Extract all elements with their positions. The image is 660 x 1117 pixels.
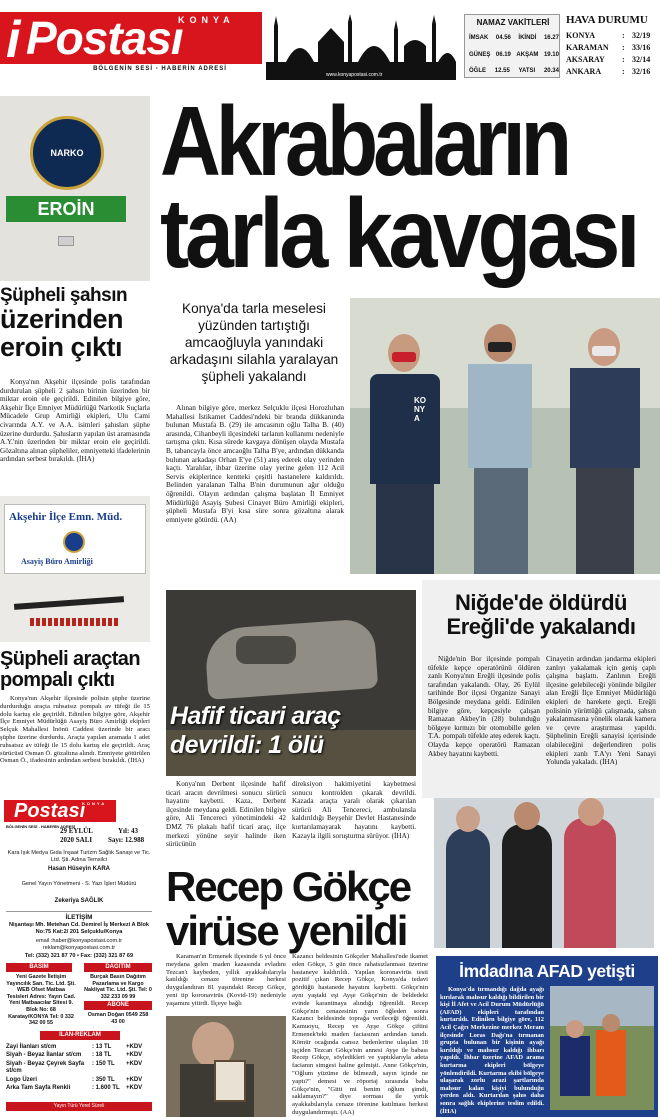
imprint-logo-text: Postası — [14, 800, 86, 822]
prayer-row: GÜNEŞ 06.19 AKŞAM 19.10 — [469, 52, 559, 58]
narko-logo-text: NARKO — [50, 148, 84, 158]
crash-headline: Hafif ticari araç devrildi: 1 ölü — [170, 702, 341, 759]
masthead-slogan: BÖLGENİN SESİ - HABERİN ADRESİ — [93, 66, 227, 72]
recep-photo — [166, 1016, 286, 1117]
weather-row: KONYA : 32/19 — [566, 31, 651, 40]
nigde-headline: Niğde'de öldürdü Ereğli'de yakalandı — [446, 590, 636, 639]
weather-row: AKSARAY : 32/14 — [566, 55, 651, 64]
issue-year: Yıl: 43 — [118, 827, 139, 835]
weather-row: KARAMAN : 33/16 — [566, 43, 651, 52]
imprint-logo-city: KONYA — [82, 801, 107, 806]
police-banner — [4, 504, 146, 574]
lead-headline — [160, 86, 660, 288]
logo-city: KONYA — [178, 15, 235, 25]
eroin-photo — [0, 96, 150, 281]
recep-headline: Recep Gökçe virüse yenildi — [166, 863, 411, 954]
abone-title: ABONE — [84, 1001, 152, 1010]
lead-headline-line-1: Akrabaların — [160, 86, 567, 196]
owner-company: Kara Işık Medya Gıda İnşaat Turizm Sağlık Sanayi ve Tic. Ltd. Şti. Adına Temsilci — [7, 850, 151, 863]
basim-text: Yeni Gazete İletişim Yayıncılık San. Tic. Ltd. Şti. WEB Ofset Matbaa Tesisleri Adres: Yayın Cad. Yeni Matbaacılar Sitesi 9. Blok No: 68 Karatay/KONYA Tel: 0 332 342 00 55 — [6, 974, 76, 1027]
evidence-bag-icon — [58, 236, 74, 246]
contact-phone: Tel: (332) 321 87 70 • Fax: (332) 321 87 69 — [24, 953, 134, 959]
crash-body-col1: Konya'nın Derbent ilçesinde hafif ticari aracın devrilmesi sonucu sürücü hayatını kaybetti. Kaza, Derbent ilçesinde meydana geldi. Edinilen bilgiye göre, Ali Tencereci yönetimindeki 42 DMZ 76 plakalı hafif ticari araç, ilçe merkezi yönüne seyir halinde iken sürücünün — [166, 780, 286, 849]
afad-photo — [550, 986, 654, 1110]
pompali-headline: Şüpheli araçtan pompalı çıktı — [0, 648, 140, 691]
issue-day: 2020 SALI — [60, 836, 93, 844]
lead-photo — [350, 298, 660, 574]
nigde-body-col1: Niğde'nin Bor ilçesinde pompalı tüfekle kepçe operatörünü öldüren zanlı Konya'nın Ereğli ilçesinde polis tarafından yakalandı. Olay, 26 Eylül tarihinde Bor ilçesi Organize Sanayi Bölgesinde meydana geldi. Edinilen bilgiye göre, kepçesiyle çalışan Ramazan Akbey'in (28) bulunduğu bölgeye kırmızı bir otomobille gelen T.A. pompalı tüfekle ateş ederek kaçtı. Olayda kepçe operatörü Ramazan Akbey hayatını kaybetti. — [428, 655, 540, 758]
ilan-table — [6, 1044, 154, 1092]
logo-title: Postası — [26, 12, 183, 64]
vest-label: KONYA — [414, 396, 426, 423]
shotgun-icon — [14, 596, 124, 610]
city-skyline-image — [266, 12, 456, 80]
weather-title: HAVA DURUMU — [566, 14, 648, 26]
framed-portrait — [214, 1060, 246, 1102]
imprint-footer: Yayın Türü Yerel Süreli — [6, 1102, 152, 1111]
afad-body: Konya'da tırmandığı dağda ayağı kırılarak mahsur kaldığı bildirilen bir kişi İl Afet ve Acil Durum Müdürlüğü (AFAD) ekipleri tarafından kurtarıldı. Edinilen bilgiye göre, 112 Acil Çağrı Merkezine merkez Meram ilçesinde Loras Dağı'na tırmanan grupta bulunan bir kişinin ayağı kırıldığı ve mahsur kaldığı ihbarı yapıldı. İhbar üzerine AFAD arama kurtarma ekipleri bölgeye yönlendirildi. Kurtarma ekibi bölgeye ulaşarak zorlu arazi şartlarında mahsur kalan kişiyi bulunduğu yerden aldı. Kurtarılan şahıs daha sonra sağlık ekiplerine teslim edildi. (İHA) — [440, 986, 544, 1114]
issue-number: Sayı: 12.988 — [108, 836, 145, 844]
contact-address: Nişantaşı Mh. Metehan Cd. Demirel İş Merkezi A Blok No:75 Kat:2/ 201 Selçuklu/Konya — [8, 922, 150, 935]
banner-line-1: Akşehir İlçe Emn. Müd. — [9, 511, 123, 523]
weather-box — [564, 14, 658, 78]
narko-logo — [30, 116, 104, 190]
table-row: Zayi İlanları st/cm : 13 TL +KDV — [6, 1044, 143, 1050]
lead-headline-line-2: tarla kavgası — [160, 178, 636, 288]
eroin-label: EROİN — [6, 196, 126, 222]
pompali-body: Konya'nın Akşehir ilçesinde polisin şüphe üzerine durdurduğu araçta ruhsatsız pompalı av tüfeği ile 15 dolu kartuş ele geçirildi. Edinilen bilgiye göre, Akşehir İlçe Emniyet Müdürlüğü Asayiş Büro Amirliği ekipleri Selçuk Mahallesi İnönü Caddesi üzerinde bir aracı şüphe üzerine durdurdu. Araçta yapılan aramada 1 adet ruhsatsız av tüfeği ile 15 dolu kartuş ele geçirildi. Araç sürücüsü Osman Ö. gözaltına alındı. Emniyete götürülen Osman Ö., ifadesinin ardından serbest bırakıldı. (İHA) — [0, 695, 150, 765]
afad-headline: İmdadına AFAD yetişti — [459, 961, 635, 981]
lead-body: Alınan bilgiye göre, merkez Selçuklu ilçesi Horozluhan Mahallesi İstikamet Caddesi'ndeki bir branda dükkanında bulunan Mustafa B. (29) ile amcasının oğlu Talha B. (40) arasında, Cihanbeyli ilçesindeki tarlanın kullanımı nedeniyle tartışma çıktı. Kısa sürede kavgaya dönüşen olayda Mustafa B, tabancayla önce amcaoğlu Talha B'ye, ardından dükkanda bulunan arkadaşı Orhan E'ye (51) ateş ederek olay yerinden kaçtı. Yaralılar, ihbar üzerine olay yerine gelen 112 Acil Servis ekiplerince kentteki çeşitli hastanelere kaldırıldı. Belinden yaralanan Talha B'nin durumunun ağır olduğu öğrenildi. Olayın ardından çalışma başlatan İl Emniyet Müdürlüğü Asayiş Şubesi Cinayet Büro Amirliği ekipleri, şüpheli Mustafa B'yi kısa süre sonra gözaltına alarak emniyete götürdü. (AA) — [166, 404, 344, 524]
owner-name: Hasan Hüseyin KARA — [47, 866, 110, 872]
logo-i: i — [6, 11, 21, 69]
nigde-body-col2: Cinayetin ardından jandarma ekipleri zanlıyı yakalamak için geniş çaplı çalışma başlattı. Zanlının Ereğli ilçesine gelebileceği yönünde bilgiler alan Ereğli İlçe Emniyet Müdürlüğü ekipleri de harekete geçti. Ereğli polisinin yürüttüğü çalışmada, şahsın yakalanmasına yönelik olarak kamera ve çevre araştırması yapıldı. Şüphelinin Ereğli sanayisi içerisinde olabileceğini değerlendiren polis ekipleri zanlı T.A'yı Yeni Sanayi Yolunda yakaladı. (İHA) — [546, 655, 656, 767]
editor-title: Genel Yayın Yönetmeni - S. Yazı İşleri Müdürü — [21, 881, 137, 887]
dagitim-title: DAĞITIM — [84, 963, 152, 972]
contact-email-ads[interactable]: reklam@konyapostasi.com.tr — [42, 945, 116, 951]
recep-body-col2: Kazancı beldesinin Gökçeler Mahallesi'nde ikamet eden Gökçe, 3 gün önce rahatsızlanması üzerine hastaneye kaldırıldı. Yapılan koronavirüs testi pozitif çıkan Recep Gökçe, Konya'da tedavi gördüğü hastanede hayatını kaybetti. Gökçe'nin aynı yaştaki eşi Ayşe Gökçe'nin de beldedeki evinde karantinaya alındığı öğrenildi. Recep Gökçe'nin cenazesinin yarın öğleden sonra Kazancı beldesinde toprağa verileceği öğrenildi. Kamuoyu, Recep ve Ayşe Gökçe çiftini Ermenek'teki maden faciasının ardından tanıdı. Kömür ocağında cansız bedenlerine ulaşılan 18 işçiden Tezcan Gökçe'nin annesi Ayşe ile babası Recep Gökçe, söyledikleri ve yaptıklarıyla adeta facianın simgesi haline gelmişti. Anne Gökçe'nin, "Oğlum yüzüme de bilmezdi, sayın içinde ne yaptı?" demesi ve röportaj sırasında baba Gökçe'nin, "Gitti mi benim oğlum şimdi, saklamayın?" diye sorması ile yırtık ayakkabılarıyla cenaze törenine katılması herkesi duygulandırmıştı. (AA) — [292, 953, 428, 1116]
nigde-photo — [434, 798, 654, 948]
police-emblem-icon — [63, 531, 85, 553]
table-row: Arka Tam Sayfa Renkli : 1.600 TL +KDV — [6, 1085, 143, 1092]
suspect — [460, 324, 540, 574]
table-row: Logo Üzeri : 350 TL +KDV — [6, 1076, 143, 1083]
ilan-title: İLAN-REKLAM — [40, 1031, 120, 1040]
dagitim-text: Burçak Basın Dağıtım Pazarlama ve Kargo Nakliyat Tic. Ltd. Şti. Tel: 0 332 233 09 99 — [84, 974, 152, 1000]
imprint-slogan: BÖLGENİN SESİ - HABERİN ADRESİ — [6, 824, 76, 829]
officer-1 — [364, 334, 442, 574]
crash-body-col2: direksiyon hakimiyetini kaybetmesi sonucu kontrolden çıkarak devrildi. Kazada araçta yaralı olarak çıkarılan sürücü Ali Tencereci, ambulansla kaldırıldığı Beyşehir Devlet Hastanesinde kurtarılamayarak hayatını kaybetti. Kazayla ilgili soruşturma sürüyor. (İHA) — [292, 780, 416, 840]
officer-2 — [564, 328, 644, 574]
contact-email[interactable]: email :haber@konyapostasi.com.tr — [35, 938, 123, 944]
table-row: Siyah - Beyaz İlanlar st/cm : 18 TL +KDV — [6, 1052, 143, 1059]
weather-row: ANKARA : 32/16 — [566, 67, 651, 76]
issue-date: 29 EYLÜL — [60, 827, 93, 835]
imprint-box — [0, 798, 158, 1117]
basim-title: BASIM — [6, 963, 72, 972]
prayer-row: İMSAK 04.56 İKİNDİ 16.27 — [469, 35, 559, 41]
editor-name: Zekeriya SAĞLIK — [54, 898, 104, 904]
prayer-title: NAMAZ VAKİTLERİ — [476, 18, 550, 27]
pompali-photo — [0, 496, 150, 642]
eroin-headline: Şüpheli şahsın üzerinden eroin çıktı — [0, 285, 128, 362]
prayer-times-box — [464, 14, 560, 78]
recep-body-col1: Karaman'ın Ermenek ilçesinde 6 yıl önce meydana gelen maden kazasında evladını Tezcan'ı kaybeden, yıllık ayakkabılarıyla katıldığı cenaze törenine herkesi duygulandıran 81 yaşındaki Recep Gökçe, yeni tip koronavirüs (Kovid-19) nedeniyle yaşamını yitirdi. İlçeye bağlı — [166, 953, 286, 1007]
table-row: Siyah - Beyaz Çeyrek Sayfa st/cm : 150 TL +KDV — [6, 1060, 143, 1075]
abone-text: Osman Doğan 0549 258 43 00 — [87, 1012, 149, 1025]
eroin-body: Konya'nın Akşehir ilçesinde polis tarafından durdurulan şüpheli 2 şahsın birinin üzerinden bir miktar eroin ele geçirildi. Edinilen bilgiye göre, Akşehir İlçe Emniyet Müdürlüğü Narkotik Suçlarla Mücadele Grup Amirliği ekipleri, Ulu Cami civarında A.Y. ve A.A. isimleri şahısları şüphe üzerine durdurdu. Şahısların yapılan üst aramasında A.Y.'nin üzerinden bir miktar eroin ele geçirildi. Gözaltına alınan şüpheliler, emniyetteki ifadelerinin ardından serbest bırakıldı. (İHA) — [0, 378, 150, 464]
prayer-row: ÖĞLE 12.55 YATSI 20.34 — [469, 68, 559, 74]
lead-subhead: Konya'da tarla meselesi yüzünden tartıştığı amcaoğluyla yanındaki arkadaşını silahla yaralayan şüpheli yakalandı — [169, 301, 339, 384]
contact-title: İLETİŞİM — [6, 911, 152, 921]
cartridges-icon — [30, 618, 120, 626]
site-url[interactable]: www.konyapostasi.com.tr — [326, 72, 383, 78]
imprint-logo — [4, 800, 116, 822]
banner-line-2: Asayiş Büro Amirliği — [21, 557, 93, 566]
